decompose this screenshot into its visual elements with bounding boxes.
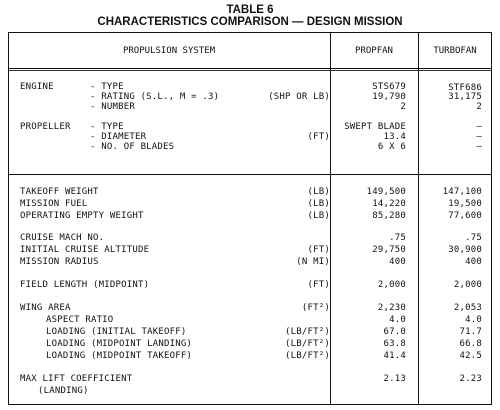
oew-unit: (LB) — [307, 211, 330, 221]
engine-number-label: - NUMBER — [90, 102, 135, 112]
turbofan-oew: 77,600 — [448, 211, 482, 221]
turbofan-diameter: – — [476, 132, 482, 142]
header-turbofan: TURBOFAN — [433, 46, 477, 56]
turbofan-loading-initial: 71.7 — [459, 327, 482, 337]
section-divider — [8, 174, 492, 175]
wing-area-label: WING AREA — [20, 303, 71, 313]
propfan-blades: 6 X 6 — [377, 142, 406, 152]
propfan-wing-area: 2,230 — [377, 303, 406, 313]
engine-type-label: - TYPE — [90, 82, 124, 92]
turbofan-engine-type: STF686 — [448, 83, 482, 93]
turbofan-prop-type: – — [476, 122, 482, 132]
propfan-loading-midland: 63.8 — [383, 339, 406, 349]
wing-area-unit: (FT²) — [301, 303, 330, 313]
propfan-loading-initial: 67.0 — [383, 327, 406, 337]
turbofan-max-lift: 2.23 — [459, 374, 482, 384]
mission-radius-label: MISSION RADIUS — [20, 257, 99, 267]
turbofan-field-length: 2,000 — [453, 280, 482, 290]
engine-label: ENGINE — [20, 82, 54, 92]
cruise-alt-unit: (FT) — [307, 245, 330, 255]
mission-fuel-unit: (LB) — [307, 199, 330, 209]
column-divider — [330, 32, 331, 405]
prop-blades-label: - NO. OF BLADES — [90, 142, 175, 152]
turbofan-loading-midland: 66.8 — [459, 339, 482, 349]
mission-radius-unit: (N MI) — [296, 257, 330, 267]
prop-diameter-label: - DIAMETER — [90, 132, 147, 142]
header-divider — [8, 70, 492, 71]
propfan-field-length: 2,000 — [377, 280, 406, 290]
turbofan-takeoff-weight: 147,100 — [442, 187, 482, 197]
oew-label: OPERATING EMPTY WEIGHT — [20, 211, 144, 221]
max-lift-label: MAX LIFT COEFFICIENT — [20, 374, 133, 384]
propeller-label: PROPELLER — [20, 122, 71, 132]
turbofan-loading-midtko: 42.5 — [459, 351, 482, 361]
turbofan-cruise-mach: .75 — [465, 233, 482, 243]
table-number: TABLE 6 — [226, 4, 274, 16]
propfan-takeoff-weight: 149,500 — [366, 187, 406, 197]
loading-midtko-unit: (LB/FT²) — [285, 351, 330, 361]
turbofan-aspect-ratio: 4.0 — [465, 315, 482, 325]
propfan-mission-fuel: 14,220 — [372, 199, 406, 209]
prop-diameter-unit: (FT) — [307, 132, 330, 142]
turbofan-rating: 31,175 — [448, 92, 482, 102]
propfan-rating: 19,790 — [372, 92, 406, 102]
loading-midtko-label: LOADING (MIDPOINT TAKEOFF) — [46, 351, 193, 361]
cruise-alt-label: INITIAL CRUISE ALTITUDE — [20, 245, 150, 255]
propfan-oew: 85,280 — [372, 211, 406, 221]
propfan-aspect-ratio: 4.0 — [389, 315, 406, 325]
header-propulsion-system: PROPULSION SYSTEM — [122, 46, 216, 56]
turbofan-number: 2 — [476, 102, 482, 112]
engine-rating-unit: (SHP OR LB) — [268, 92, 330, 102]
header-divider — [8, 68, 492, 69]
turbofan-mission-fuel: 19,500 — [448, 199, 482, 209]
propfan-engine-type: STS679 — [372, 82, 406, 92]
landing-label: (LANDING) — [38, 386, 89, 396]
propfan-mission-radius: 400 — [389, 257, 406, 267]
turbofan-blades: – — [476, 142, 482, 152]
table-title: CHARACTERISTICS COMPARISON — DESIGN MISSION — [97, 16, 403, 28]
loading-midland-unit: (LB/FT²) — [285, 339, 330, 349]
loading-initial-label: LOADING (INITIAL TAKEOFF) — [46, 327, 187, 337]
takeoff-weight-unit: (LB) — [307, 187, 330, 197]
turbofan-mission-radius: 400 — [465, 257, 482, 267]
propfan-max-lift: 2.13 — [383, 374, 406, 384]
mission-fuel-label: MISSION FUEL — [20, 199, 88, 209]
propfan-loading-midtko: 41.4 — [383, 351, 406, 361]
field-length-unit: (FT) — [307, 280, 330, 290]
cruise-mach-label: CRUISE MACH NO. — [20, 233, 105, 243]
turbofan-wing-area: 2,053 — [453, 303, 482, 313]
propfan-number: 2 — [400, 102, 406, 112]
propfan-cruise-alt: 29,750 — [372, 245, 406, 255]
propfan-diameter: 13.4 — [383, 132, 406, 142]
loading-initial-unit: (LB/FT²) — [285, 327, 330, 337]
takeoff-weight-label: TAKEOFF WEIGHT — [20, 187, 99, 197]
propfan-cruise-mach: .75 — [389, 233, 406, 243]
field-length-label: FIELD LENGTH (MIDPOINT) — [20, 280, 150, 290]
aspect-ratio-label: ASPECT RATIO — [46, 315, 114, 325]
prop-type-label: - TYPE — [90, 122, 124, 132]
turbofan-cruise-alt: 30,900 — [448, 245, 482, 255]
engine-rating-label: - RATING (S.L., M = .3) — [90, 92, 220, 102]
propfan-prop-type: SWEPT BLADE — [344, 122, 406, 132]
header-propfan: PROPFAN — [355, 46, 393, 56]
loading-midland-label: LOADING (MIDPOINT LANDING) — [46, 339, 193, 349]
